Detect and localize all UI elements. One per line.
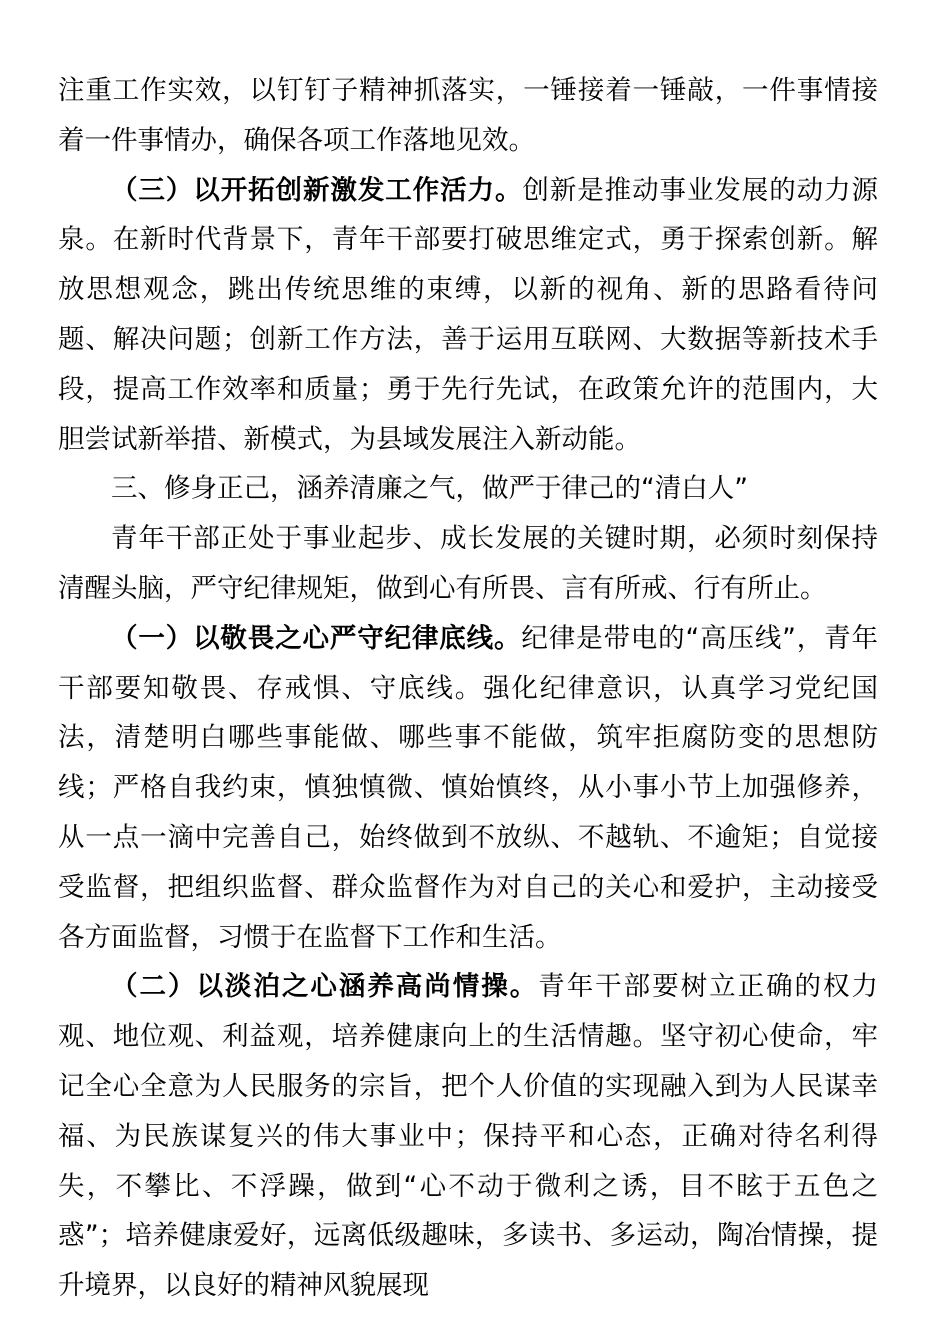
section-heading-three [58,464,878,514]
paragraph-heading: （二）以淡泊之心涵养高尚情操。 [111,971,539,1003]
paragraph-text: 创新是推动事业发展的动力源泉。在新时代背景下，青年干部要打破思维定式，勇于探索创新。解放思想观念，跳出传统思维的束缚，以新的视角、新的思路看待问题、解决问题；创新工作方法，善于运用互联网、大数据等新技术手段，提高工作效率和质量；勇于先行先试，在政策允许的范围内，大胆尝试新举措、新模式，为县域发展注入新动能。 [58,174,879,455]
document-page [58,66,878,1311]
paragraph-heading: （三）以开拓创新激发工作活力。 [111,174,523,206]
paragraph-integrity [58,962,878,1311]
section-heading-text: 三、修身正己，涵养清廉之气，做严于律己的“清白人” [111,473,748,505]
paragraph-text: 注重工作实效，以钉钉子精神抓落实，一锤接着一锤敲，一件事情接着一件事情办，确保各项工作落地见效。 [58,75,878,156]
paragraph-heading: （一）以敬畏之心严守纪律底线。 [111,622,522,654]
paragraph-discipline [58,614,878,963]
paragraph-text: 青年干部要树立正确的权力观、地位观、利益观，培养健康向上的生活情趣。坚守初心使命，牢记全心全意为人民服务的宗旨，把个人价值的实现融入到为人民谋幸福、为民族谋复兴的伟大事业中；保持平和心态，正确对待名利得失，不攀比、不浮躁，做到“心不动于微利之诱，目不眩于五色之惑”；培养健康爱好，远离低级趣味，多读书、多运动，陶冶情操，提升境界，以良好的精神风貌展现 [58,971,879,1302]
paragraph-text: 青年干部正处于事业起步、成长发展的关键时期，必须时刻保持清醒头脑，严守纪律规矩，做到心有所畏、言有所戒、行有所止。 [58,523,878,604]
paragraph-continuation [58,66,878,166]
paragraph-innovation [58,166,878,465]
paragraph-intro [58,514,878,614]
paragraph-text: 纪律是带电的“高压线”，青年干部要知敬畏、存戒惧、守底线。强化纪律意识，认真学习党纪国法，清楚明白哪些事能做、哪些事不能做，筑牢拒腐防变的思想防线；严格自我约束，慎独慎微、慎始慎终，从小事小节上加强修养，从一点一滴中完善自己，始终做到不放纵、不越轨、不逾矩；自觉接受监督，把组织监督、群众监督作为对自己的关心和爱护，主动接受各方面监督，习惯于在监督下工作和生活。 [58,622,878,953]
